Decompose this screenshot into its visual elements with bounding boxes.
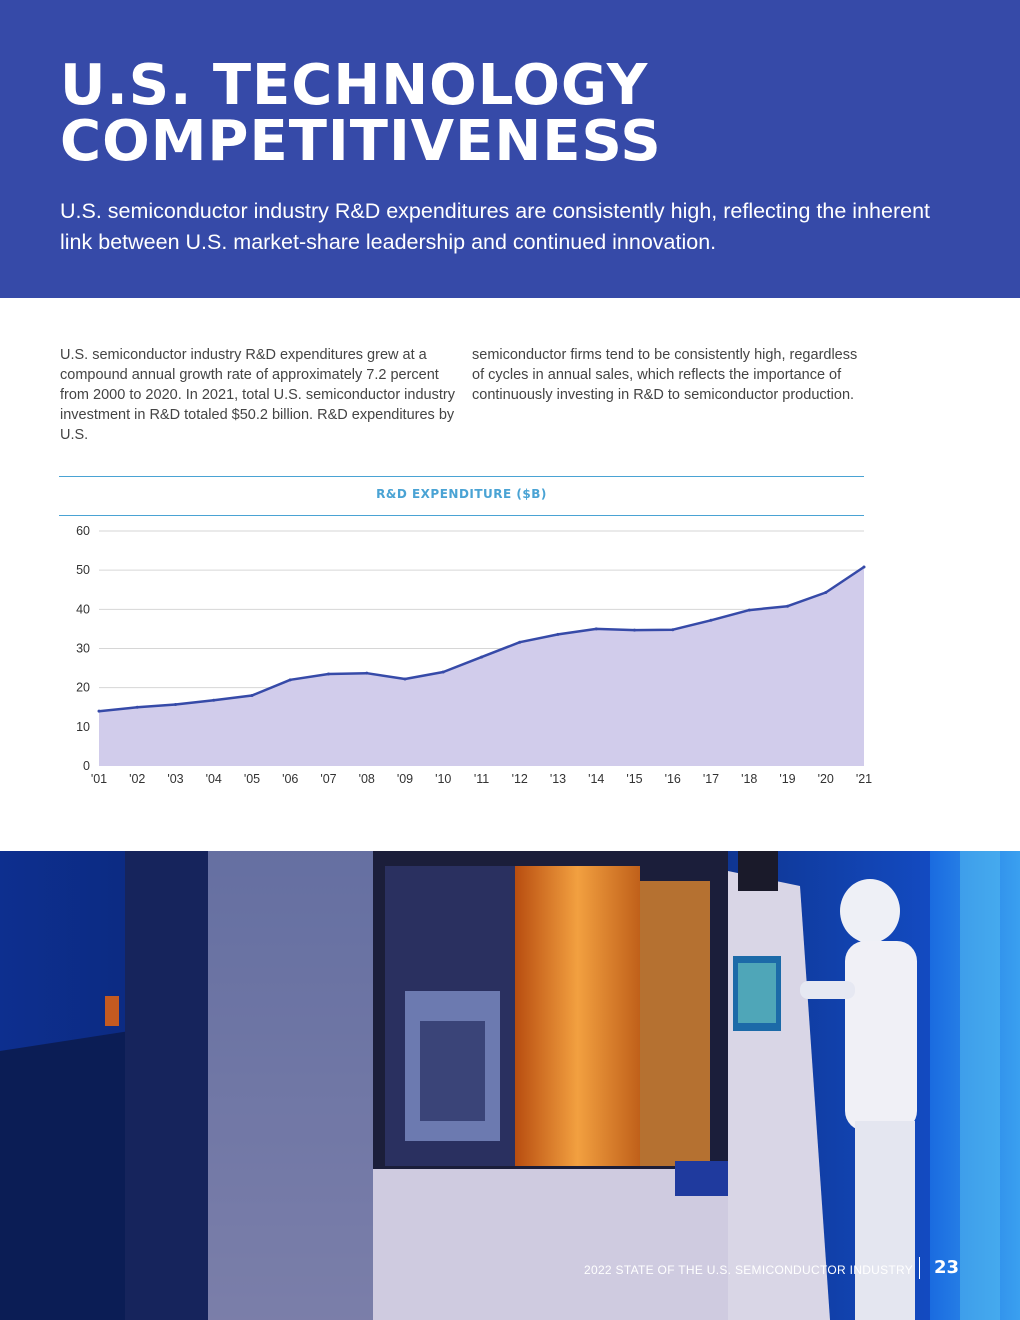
data-point-12 (518, 641, 521, 644)
y-tick-label: 40 (76, 602, 90, 617)
x-tick-label: '19 (779, 772, 796, 786)
data-point-05 (251, 694, 254, 697)
x-tick-label: '17 (702, 772, 720, 786)
cleanroom-photo-illustration (0, 851, 1020, 1320)
y-tick-label: 50 (76, 563, 90, 578)
data-point-02 (136, 706, 139, 709)
header-banner (0, 0, 1020, 298)
chart-title-rule (59, 515, 864, 516)
x-tick-label: '02 (129, 772, 146, 786)
footer-divider (919, 1257, 920, 1279)
x-tick-label: '16 (664, 772, 681, 786)
x-tick-label: '20 (817, 772, 834, 786)
x-tick-label: '18 (741, 772, 758, 786)
x-tick-label: '03 (167, 772, 184, 786)
data-point-19 (786, 605, 789, 608)
rd-expenditure-chart (0, 520, 1020, 800)
data-point-14 (595, 627, 598, 630)
data-point-04 (212, 699, 215, 702)
x-tick-label: '11 (473, 772, 490, 786)
page-title-line2: COMPETITIVENESS (60, 109, 662, 174)
data-point-08 (365, 672, 368, 675)
x-tick-label: '05 (243, 772, 261, 786)
data-point-01 (98, 710, 101, 713)
x-tick-label: '09 (396, 772, 414, 786)
chart-area-fill (99, 567, 864, 766)
data-point-03 (174, 703, 177, 706)
page-number: 23 (934, 1257, 960, 1278)
x-tick-label: '15 (626, 772, 643, 786)
chart-top-rule (59, 476, 864, 477)
page-title-line1: U.S. TECHNOLOGY (60, 53, 649, 118)
page-subtitle: U.S. semiconductor industry R&D expenditures are consistently high, reflecting the inherent link between U.S. market-share leadership and continued innovation. (60, 199, 930, 254)
data-point-18 (748, 609, 751, 612)
cleanroom-photo (0, 851, 1020, 1320)
data-point-15 (633, 629, 636, 632)
x-tick-label: '08 (358, 772, 375, 786)
data-point-16 (671, 628, 674, 631)
y-tick-label: 20 (76, 680, 90, 695)
page-title (60, 53, 662, 174)
y-tick-label: 0 (83, 759, 90, 773)
x-tick-label: '01 (90, 772, 108, 786)
data-point-11 (480, 656, 483, 659)
chart-title: R&D EXPENDITURE ($B) (376, 487, 547, 501)
data-point-21 (863, 566, 866, 569)
data-point-06 (289, 678, 292, 681)
data-point-07 (327, 672, 330, 675)
data-point-13 (557, 633, 560, 636)
body-text-column-2: semiconductor firms tend to be consistently high, regardless of cycles in annual sales, which reflects the importance of continuously investing in R&D to semiconductor production. (472, 347, 858, 403)
x-tick-label: '07 (320, 772, 337, 786)
x-tick-label: '13 (549, 772, 567, 786)
data-point-09 (404, 678, 407, 681)
body-text-column-1: U.S. semiconductor industry R&D expenditures grew at a compound annual growth rate of approximately 7.2 percent from 2000 to 2020. In 2021, total U.S. semiconductor industry investment in R&D totaled $50.2 billion. R&D expenditures by U.S. (60, 347, 455, 443)
data-point-20 (824, 591, 827, 594)
x-tick-label: '21 (855, 772, 873, 786)
x-tick-label: '14 (588, 772, 605, 786)
x-tick-label: '10 (435, 772, 452, 786)
data-point-17 (710, 619, 713, 622)
y-tick-label: 60 (76, 524, 90, 538)
footer-publication: 2022 STATE OF THE U.S. SEMICONDUCTOR INDUSTRY (584, 1263, 914, 1277)
x-tick-label: '12 (511, 772, 528, 786)
x-tick-label: '04 (205, 772, 222, 786)
x-tick-label: '06 (282, 772, 299, 786)
y-tick-label: 30 (76, 641, 90, 656)
data-point-10 (442, 671, 445, 674)
y-tick-label: 10 (76, 719, 90, 734)
